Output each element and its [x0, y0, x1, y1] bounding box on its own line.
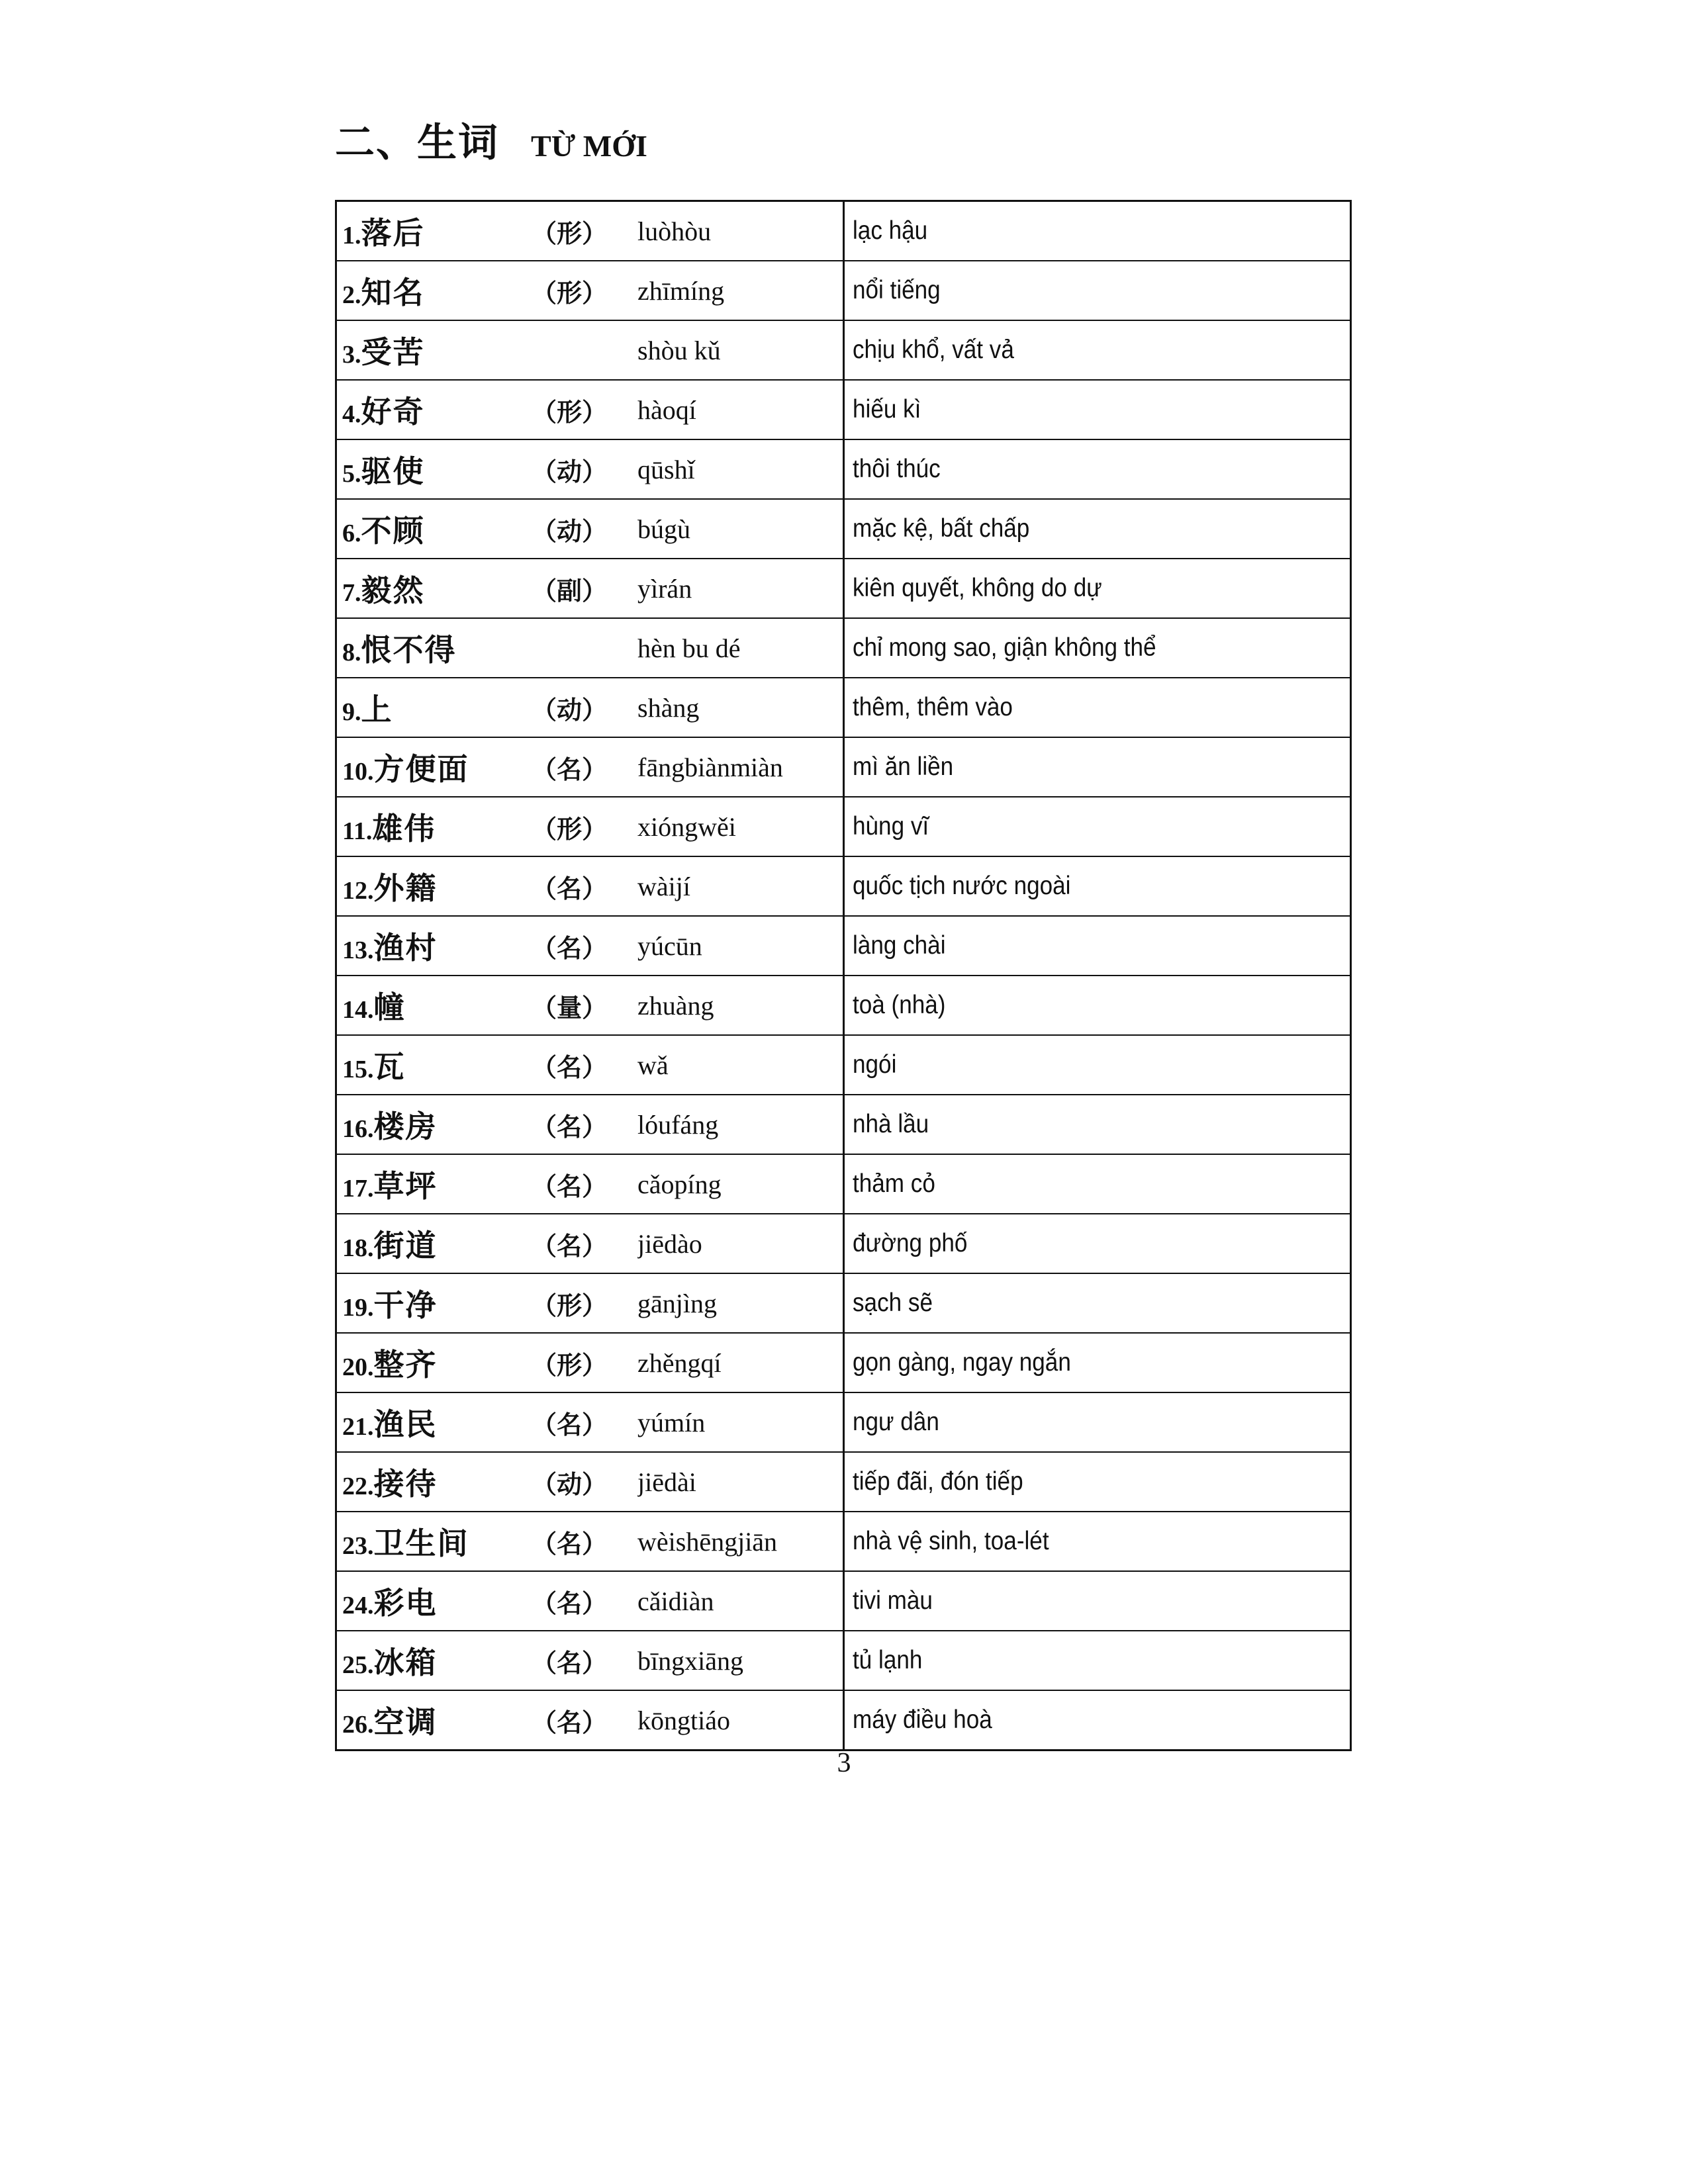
- vocab-chinese-word: 驱使: [361, 453, 425, 489]
- vocab-pos-cell: [532, 1631, 637, 1690]
- vocab-row: [336, 1333, 1351, 1392]
- vocab-number: 15.: [342, 1056, 374, 1083]
- vocab-row: [336, 380, 1351, 439]
- vocab-meaning-cell: [844, 1273, 1351, 1333]
- vocab-part-of-speech: （动）: [532, 695, 608, 725]
- vocab-part-of-speech: （形）: [532, 1350, 608, 1380]
- vocab-word-cell: [336, 1095, 532, 1154]
- vocab-part-of-speech: （形）: [532, 278, 608, 308]
- vocab-part-of-speech: （名）: [532, 1588, 608, 1618]
- vocab-chinese-word: 楼房: [373, 1109, 438, 1144]
- vocab-number: 19.: [342, 1294, 374, 1322]
- vocab-chinese-word: 干净: [373, 1287, 438, 1323]
- vocab-word-cell: [336, 201, 532, 261]
- vocab-pinyin: yúcūn: [637, 931, 702, 961]
- vocab-row: [336, 1392, 1351, 1452]
- vocab-pinyin: búgù: [637, 514, 690, 544]
- vocab-pinyin-cell: [637, 1095, 844, 1154]
- vocab-pinyin: qūshǐ: [637, 454, 695, 484]
- vocab-meaning-cell: [844, 618, 1351, 678]
- vocab-meaning: ngói: [853, 1050, 897, 1079]
- vocab-row: [336, 1273, 1351, 1333]
- vocab-meaning-cell: [844, 1452, 1351, 1512]
- vocab-chinese-word: 外籍: [373, 870, 438, 906]
- heading-chinese: 二、生词: [335, 120, 499, 166]
- vocab-word-cell: [336, 1392, 532, 1452]
- vocab-row: [336, 1690, 1351, 1751]
- vocab-number: 7.: [342, 579, 361, 607]
- vocab-row: [336, 1154, 1351, 1214]
- vocab-word-cell: [336, 1214, 532, 1273]
- vocab-row: [336, 1512, 1351, 1571]
- vocab-pos-cell: [532, 380, 637, 439]
- vocab-pos-cell: [532, 1333, 637, 1392]
- vocab-meaning: lạc hậu: [853, 216, 928, 245]
- vocab-word-cell: [336, 380, 532, 439]
- vocab-word-cell: [336, 1631, 532, 1690]
- vocab-word-cell: [336, 1273, 532, 1333]
- vocab-pos-cell: [532, 1392, 637, 1452]
- vocab-word-cell: [336, 1512, 532, 1571]
- vocab-pinyin-cell: [637, 1392, 844, 1452]
- vocab-row: [336, 439, 1351, 499]
- vocab-pos-cell: [532, 1452, 637, 1512]
- vocab-part-of-speech: （形）: [532, 218, 608, 248]
- page-heading: [335, 111, 647, 184]
- vocab-number: 16.: [342, 1115, 374, 1143]
- vocab-pinyin: wèishēngjiān: [637, 1526, 778, 1557]
- vocab-chinese-word: 渔民: [373, 1406, 438, 1442]
- vocab-word-cell: [336, 320, 532, 380]
- vocab-number: 23.: [342, 1532, 374, 1560]
- vocab-pos-cell: [532, 797, 637, 856]
- vocab-pos-cell: [532, 1571, 637, 1631]
- vocab-row: [336, 976, 1351, 1035]
- vocab-pinyin: yúmín: [637, 1407, 706, 1437]
- vocab-number: 14.: [342, 996, 374, 1024]
- vocab-pinyin: lóufáng: [637, 1109, 719, 1140]
- vocab-row: [336, 856, 1351, 916]
- vocab-pinyin-cell: [637, 1333, 844, 1392]
- vocab-part-of-speech: （名）: [532, 1707, 608, 1737]
- vocab-meaning-cell: [844, 1392, 1351, 1452]
- vocab-part-of-speech: （名）: [532, 754, 608, 784]
- vocab-meaning-cell: [844, 797, 1351, 856]
- vocab-row: [336, 499, 1351, 559]
- page-number: 3: [837, 1748, 851, 1778]
- vocab-meaning: chỉ mong sao, giận không thể: [853, 633, 1156, 662]
- vocab-part-of-speech: （名）: [532, 1112, 608, 1142]
- vocab-pinyin-cell: [637, 976, 844, 1035]
- vocab-meaning: đường phố: [853, 1229, 968, 1257]
- vocab-pinyin: shòu kǔ: [637, 335, 721, 365]
- vocab-meaning-cell: [844, 201, 1351, 261]
- vocab-pinyin: bīngxiāng: [637, 1645, 743, 1676]
- vocab-meaning: ngư dân: [853, 1408, 939, 1436]
- vocab-chinese-word: 雄伟: [372, 811, 436, 846]
- vocab-pos-cell: [532, 1095, 637, 1154]
- vocab-meaning-cell: [844, 678, 1351, 737]
- vocab-number: 12.: [342, 877, 374, 905]
- vocab-pinyin-cell: [637, 439, 844, 499]
- vocab-pinyin-cell: [637, 916, 844, 976]
- vocab-pinyin-cell: [637, 618, 844, 678]
- vocab-pinyin-cell: [637, 1154, 844, 1214]
- vocab-pinyin: luòhòu: [637, 216, 712, 246]
- vocab-number: 18.: [342, 1234, 374, 1262]
- vocab-chinese-word: 知名: [361, 275, 425, 310]
- vocab-pinyin-cell: [637, 380, 844, 439]
- vocab-word-cell: [336, 618, 532, 678]
- vocab-row: [336, 1214, 1351, 1273]
- vocab-meaning: tivi màu: [853, 1586, 933, 1615]
- vocab-meaning-cell: [844, 1690, 1351, 1751]
- vocab-number: 22.: [342, 1473, 374, 1500]
- vocab-row: [336, 618, 1351, 678]
- vocab-pinyin: zhěngqí: [637, 1347, 722, 1378]
- vocab-pinyin-cell: [637, 737, 844, 797]
- vocab-part-of-speech: （名）: [532, 1052, 608, 1082]
- vocab-row: [336, 201, 1351, 261]
- vocab-part-of-speech: （动）: [532, 516, 608, 546]
- vocab-pos-cell: [532, 439, 637, 499]
- vocab-meaning-cell: [844, 1214, 1351, 1273]
- vocab-meaning-cell: [844, 1154, 1351, 1214]
- vocab-word-cell: [336, 499, 532, 559]
- vocab-number: 1.: [342, 222, 361, 250]
- vocab-part-of-speech: （名）: [532, 1529, 608, 1559]
- vocab-part-of-speech: （形）: [532, 1291, 608, 1320]
- vocab-pinyin-cell: [637, 1035, 844, 1095]
- vocab-pinyin-cell: [637, 1571, 844, 1631]
- vocab-pinyin: cǎidiàn: [637, 1586, 714, 1616]
- vocab-meaning: sạch sẽ: [853, 1289, 933, 1317]
- vocab-meaning: thôi thúc: [853, 455, 941, 483]
- vocab-word-cell: [336, 797, 532, 856]
- vocab-chinese-word: 整齐: [373, 1347, 438, 1383]
- vocab-row: [336, 559, 1351, 618]
- vocab-chinese-word: 瓦: [373, 1049, 406, 1085]
- vocab-meaning-cell: [844, 380, 1351, 439]
- vocab-part-of-speech: （副）: [532, 576, 608, 606]
- vocab-pos-cell: [532, 1214, 637, 1273]
- vocab-meaning: kiên quyết, không do dự: [853, 574, 1102, 602]
- vocab-chinese-word: 街道: [373, 1228, 438, 1263]
- vocab-meaning: tiếp đãi, đón tiếp: [853, 1467, 1023, 1496]
- vocab-part-of-speech: （形）: [532, 397, 608, 427]
- vocab-pinyin-cell: [637, 1214, 844, 1273]
- vocab-word-cell: [336, 916, 532, 976]
- vocab-pos-cell: [532, 737, 637, 797]
- vocab-chinese-word: 冰箱: [373, 1645, 438, 1680]
- vocab-meaning: nhà vệ sinh, toa-lét: [853, 1527, 1049, 1555]
- vocab-pos-cell: [532, 916, 637, 976]
- vocab-word-cell: [336, 439, 532, 499]
- vocab-meaning-cell: [844, 1095, 1351, 1154]
- vocab-meaning: hiếu kì: [853, 395, 921, 424]
- vocab-pinyin: jiēdào: [637, 1228, 702, 1259]
- vocab-number: 2.: [342, 281, 361, 309]
- vocab-chinese-word: 渔村: [373, 930, 438, 966]
- vocab-word-cell: [336, 856, 532, 916]
- vocab-pinyin-cell: [637, 1512, 844, 1571]
- vocab-pinyin-cell: [637, 499, 844, 559]
- vocab-chinese-word: 空调: [373, 1704, 438, 1740]
- vocab-meaning: gọn gàng, ngay ngắn: [853, 1348, 1071, 1377]
- vocab-word-cell: [336, 1690, 532, 1751]
- vocab-part-of-speech: （动）: [532, 1469, 608, 1499]
- vocab-meaning-cell: [844, 1512, 1351, 1571]
- vocab-pinyin: shàng: [637, 692, 700, 723]
- vocab-row: [336, 1095, 1351, 1154]
- vocab-row: [336, 678, 1351, 737]
- vocab-pos-cell: [532, 1154, 637, 1214]
- vocab-pos-cell: [532, 618, 637, 678]
- vocab-pinyin-cell: [637, 856, 844, 916]
- vocab-chinese-word: 不顾: [361, 513, 425, 549]
- vocab-pos-cell: [532, 201, 637, 261]
- vocab-meaning: thêm, thêm vào: [853, 693, 1013, 721]
- vocab-number: 21.: [342, 1413, 374, 1441]
- vocab-pinyin: fāngbiànmiàn: [637, 752, 783, 782]
- vocab-chinese-word: 卫生间: [373, 1525, 469, 1561]
- vocab-part-of-speech: （名）: [532, 1410, 608, 1439]
- vocab-pos-cell: [532, 499, 637, 559]
- vocab-part-of-speech: （动）: [532, 457, 608, 486]
- vocab-meaning-cell: [844, 856, 1351, 916]
- vocab-number: 11.: [342, 817, 373, 845]
- vocab-meaning-cell: [844, 1571, 1351, 1631]
- vocab-number: 13.: [342, 936, 374, 964]
- vocab-pinyin-cell: [637, 1273, 844, 1333]
- vocab-meaning: tủ lạnh: [853, 1646, 923, 1674]
- vocab-meaning: hùng vĩ: [853, 812, 929, 841]
- vocab-part-of-speech: （量）: [532, 993, 608, 1023]
- vocab-number: 25.: [342, 1651, 374, 1679]
- vocab-chinese-word: 上: [361, 692, 393, 727]
- vocab-pinyin-cell: [637, 320, 844, 380]
- vocab-meaning-cell: [844, 499, 1351, 559]
- vocab-pos-cell: [532, 678, 637, 737]
- vocab-pinyin: yìrán: [637, 573, 692, 604]
- vocab-meaning: chịu khổ, vất vả: [853, 336, 1014, 364]
- vocab-number: 3.: [342, 341, 361, 369]
- vocab-pos-cell: [532, 320, 637, 380]
- vocab-pinyin-cell: [637, 1690, 844, 1751]
- vocab-word-cell: [336, 737, 532, 797]
- vocab-pos-cell: [532, 976, 637, 1035]
- vocab-row: [336, 320, 1351, 380]
- heading-vietnamese: TỪ MỚI: [531, 129, 647, 163]
- vocab-meaning-cell: [844, 261, 1351, 320]
- vocab-number: 10.: [342, 758, 374, 786]
- vocab-pinyin: zhuàng: [637, 990, 714, 1021]
- vocab-pinyin-cell: [637, 1452, 844, 1512]
- vocab-pinyin: cǎopíng: [637, 1169, 722, 1199]
- vocabulary-table-body: [336, 201, 1351, 1751]
- vocab-pinyin-cell: [637, 797, 844, 856]
- vocab-row: [336, 737, 1351, 797]
- vocab-meaning-cell: [844, 976, 1351, 1035]
- vocab-row: [336, 916, 1351, 976]
- vocab-number: 4.: [342, 400, 361, 428]
- vocab-chinese-word: 接待: [373, 1466, 438, 1502]
- vocabulary-table: [335, 200, 1352, 1751]
- vocab-pinyin-cell: [637, 201, 844, 261]
- vocab-row: [336, 1452, 1351, 1512]
- vocab-word-cell: [336, 1154, 532, 1214]
- vocab-word-cell: [336, 678, 532, 737]
- vocab-number: 9.: [342, 698, 361, 726]
- vocab-pinyin: kōngtiáo: [637, 1705, 730, 1735]
- vocab-meaning: quốc tịch nước ngoài: [853, 872, 1071, 900]
- vocab-meaning: mặc kệ, bất chấp: [853, 514, 1030, 543]
- vocab-meaning-cell: [844, 559, 1351, 618]
- vocab-meaning: nổi tiếng: [853, 276, 941, 304]
- vocab-pos-cell: [532, 1035, 637, 1095]
- vocab-row: [336, 1571, 1351, 1631]
- vocab-meaning: làng chài: [853, 931, 946, 960]
- vocab-row: [336, 797, 1351, 856]
- vocab-pinyin: hèn bu dé: [637, 633, 741, 663]
- vocab-meaning-cell: [844, 439, 1351, 499]
- vocab-pos-cell: [532, 559, 637, 618]
- vocab-pinyin-cell: [637, 678, 844, 737]
- vocab-word-cell: [336, 559, 532, 618]
- vocab-pinyin-cell: [637, 261, 844, 320]
- vocab-meaning-cell: [844, 737, 1351, 797]
- vocab-pinyin: hàoqí: [637, 394, 696, 425]
- vocab-pos-cell: [532, 856, 637, 916]
- vocab-part-of-speech: （名）: [532, 1171, 608, 1201]
- vocab-row: [336, 261, 1351, 320]
- vocab-meaning-cell: [844, 916, 1351, 976]
- vocab-chinese-word: 恨不得: [361, 632, 457, 668]
- vocab-number: 20.: [342, 1353, 374, 1381]
- vocab-meaning-cell: [844, 320, 1351, 380]
- vocab-meaning-cell: [844, 1035, 1351, 1095]
- vocab-pinyin-cell: [637, 559, 844, 618]
- vocab-meaning: máy điều hoà: [853, 1706, 992, 1734]
- vocab-chinese-word: 受苦: [361, 334, 425, 370]
- vocab-number: 17.: [342, 1175, 374, 1203]
- vocab-meaning: toà (nhà): [853, 991, 946, 1019]
- vocab-chinese-word: 幢: [373, 989, 406, 1025]
- vocab-chinese-word: 落后: [361, 215, 425, 251]
- vocab-pinyin: wàijí: [637, 871, 690, 901]
- vocab-word-cell: [336, 1571, 532, 1631]
- vocab-pinyin: gānjìng: [637, 1288, 717, 1318]
- vocab-pos-cell: [532, 261, 637, 320]
- vocab-word-cell: [336, 1452, 532, 1512]
- vocab-number: 5.: [342, 460, 361, 488]
- vocab-pinyin: wǎ: [637, 1050, 669, 1080]
- vocab-number: 6.: [342, 520, 361, 547]
- vocab-meaning-cell: [844, 1333, 1351, 1392]
- vocab-pinyin: jiēdài: [637, 1467, 696, 1497]
- vocab-part-of-speech: （名）: [532, 933, 608, 963]
- vocab-meaning: thảm cỏ: [853, 1169, 935, 1198]
- vocab-number: 24.: [342, 1592, 374, 1619]
- vocab-part-of-speech: （名）: [532, 1231, 608, 1261]
- vocab-part-of-speech: （名）: [532, 1648, 608, 1678]
- vocab-row: [336, 1035, 1351, 1095]
- vocab-part-of-speech: （形）: [532, 814, 608, 844]
- vocab-chinese-word: 好奇: [361, 394, 425, 430]
- vocab-meaning-cell: [844, 1631, 1351, 1690]
- vocab-chinese-word: 草坪: [373, 1168, 438, 1204]
- vocab-row: [336, 1631, 1351, 1690]
- vocab-meaning: nhà lầu: [853, 1110, 929, 1138]
- vocab-word-cell: [336, 261, 532, 320]
- vocab-chinese-word: 毅然: [361, 572, 425, 608]
- vocab-part-of-speech: （名）: [532, 874, 608, 903]
- vocab-number: 26.: [342, 1711, 374, 1739]
- vocab-meaning: mì ăn liền: [853, 752, 954, 781]
- vocab-pos-cell: [532, 1690, 637, 1751]
- vocab-pinyin: xióngwěi: [637, 811, 736, 842]
- vocab-word-cell: [336, 976, 532, 1035]
- vocab-pos-cell: [532, 1512, 637, 1571]
- vocab-chinese-word: 彩电: [373, 1585, 438, 1621]
- vocab-pinyin-cell: [637, 1631, 844, 1690]
- vocab-pos-cell: [532, 1273, 637, 1333]
- vocab-word-cell: [336, 1035, 532, 1095]
- vocab-number: 8.: [342, 639, 361, 666]
- vocab-word-cell: [336, 1333, 532, 1392]
- vocab-chinese-word: 方便面: [373, 751, 469, 787]
- vocab-pinyin: zhīmíng: [637, 275, 725, 306]
